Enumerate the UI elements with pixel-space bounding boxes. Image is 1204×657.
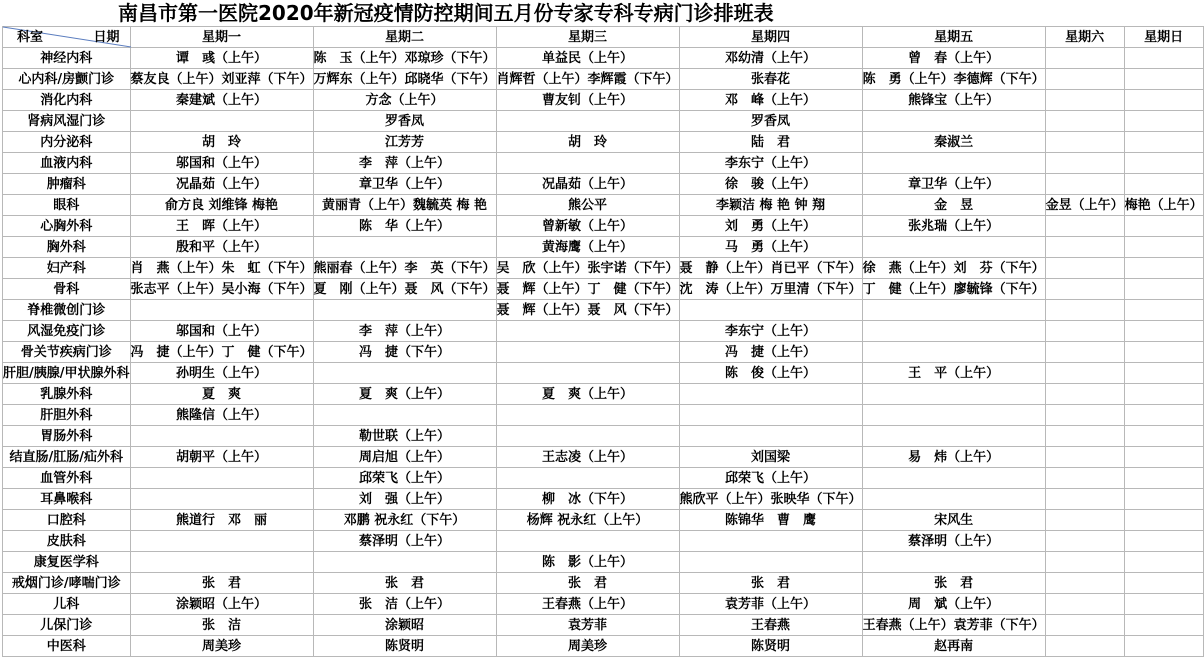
table-row bbox=[3, 321, 1204, 342]
schedule-cell bbox=[130, 531, 313, 552]
schedule-cell: 张 洁 bbox=[130, 615, 313, 636]
schedule-cell bbox=[1124, 132, 1203, 153]
corner-dept-label: 科室 bbox=[17, 30, 44, 45]
schedule-cell: 陈 影（上午） bbox=[496, 552, 679, 573]
schedule-cell: 况晶茹（上午） bbox=[496, 174, 679, 195]
dept-cell: 骨关节疾病门诊 bbox=[3, 342, 131, 363]
dept-cell: 胃肠外科 bbox=[3, 426, 131, 447]
schedule-cell bbox=[496, 342, 679, 363]
schedule-cell bbox=[679, 552, 862, 573]
dept-cell: 乳腺外科 bbox=[3, 384, 131, 405]
schedule-cell bbox=[1045, 468, 1124, 489]
schedule-cell bbox=[679, 300, 862, 321]
schedule-cell: 蔡泽明（上午） bbox=[862, 531, 1045, 552]
schedule-cell bbox=[496, 111, 679, 132]
schedule-cell: 马 勇（上午） bbox=[679, 237, 862, 258]
schedule-cell: 陈贤明 bbox=[313, 636, 496, 657]
schedule-cell bbox=[130, 468, 313, 489]
schedule-cell bbox=[1045, 69, 1124, 90]
schedule-cell bbox=[1124, 321, 1203, 342]
schedule-cell: 张 君 bbox=[313, 573, 496, 594]
schedule-cell: 殷和平（上午） bbox=[130, 237, 313, 258]
schedule-cell: 胡朝平（上午） bbox=[130, 447, 313, 468]
schedule-cell: 周 斌（上午） bbox=[862, 594, 1045, 615]
schedule-cell bbox=[1045, 384, 1124, 405]
dept-cell: 脊椎微创门诊 bbox=[3, 300, 131, 321]
schedule-cell bbox=[130, 300, 313, 321]
schedule-cell bbox=[1124, 384, 1203, 405]
schedule-cell bbox=[862, 405, 1045, 426]
table-row bbox=[3, 594, 1204, 615]
schedule-cell: 聂 辉（上午）丁 健（下午） bbox=[496, 279, 679, 300]
schedule-cell bbox=[1124, 237, 1203, 258]
schedule-cell: 沈 涛（上午）万里清（下午） bbox=[679, 279, 862, 300]
schedule-cell bbox=[1045, 216, 1124, 237]
table-row bbox=[3, 279, 1204, 300]
schedule-cell bbox=[1045, 153, 1124, 174]
schedule-cell bbox=[1124, 111, 1203, 132]
schedule-cell bbox=[1045, 552, 1124, 573]
dept-cell: 肝胆/胰腺/甲状腺外科 bbox=[3, 363, 131, 384]
dept-cell: 血液内科 bbox=[3, 153, 131, 174]
schedule-cell bbox=[862, 384, 1045, 405]
schedule-cell: 易 炜（上午） bbox=[862, 447, 1045, 468]
schedule-cell: 方念（上午） bbox=[313, 90, 496, 111]
dept-cell: 妇产科 bbox=[3, 258, 131, 279]
schedule-cell bbox=[1045, 300, 1124, 321]
table-row bbox=[3, 405, 1204, 426]
schedule-cell: 李东宁（上午） bbox=[679, 321, 862, 342]
schedule-cell bbox=[1124, 489, 1203, 510]
schedule-cell bbox=[1045, 531, 1124, 552]
schedule-cell bbox=[496, 153, 679, 174]
schedule-cell: 蔡泽明（上午） bbox=[313, 531, 496, 552]
schedule-cell bbox=[862, 111, 1045, 132]
schedule-cell: 邓 峰（上午） bbox=[679, 90, 862, 111]
schedule-cell: 陆 君 bbox=[679, 132, 862, 153]
schedule-cell bbox=[679, 531, 862, 552]
schedule-cell: 熊隆信（上午） bbox=[130, 405, 313, 426]
schedule-cell: 陈 勇（上午）李德辉（下午） bbox=[862, 69, 1045, 90]
schedule-cell: 熊道行 邓 丽 bbox=[130, 510, 313, 531]
schedule-cell: 涂颖昭 bbox=[313, 615, 496, 636]
schedule-cell bbox=[1124, 48, 1203, 69]
schedule-cell bbox=[1045, 111, 1124, 132]
schedule-cell: 肖 燕（上午）朱 虹（下午） bbox=[130, 258, 313, 279]
schedule-cell bbox=[1124, 573, 1203, 594]
schedule-cell bbox=[1045, 510, 1124, 531]
schedule-cell bbox=[130, 489, 313, 510]
schedule-cell: 聂 辉（上午）聂 风（下午） bbox=[496, 300, 679, 321]
schedule-cell: 周美珍 bbox=[130, 636, 313, 657]
schedule-cell bbox=[1045, 615, 1124, 636]
schedule-cell bbox=[130, 111, 313, 132]
schedule-cell: 邬国和（上午） bbox=[130, 153, 313, 174]
schedule-cell: 李颖洁 梅 艳 钟 翔 bbox=[679, 195, 862, 216]
schedule-cell: 周启旭（上午） bbox=[313, 447, 496, 468]
schedule-cell: 章卫华（上午） bbox=[862, 174, 1045, 195]
schedule-cell bbox=[496, 363, 679, 384]
schedule-cell: 况晶茹（上午） bbox=[130, 174, 313, 195]
schedule-cell bbox=[1124, 447, 1203, 468]
table-row bbox=[3, 174, 1204, 195]
schedule-cell bbox=[862, 153, 1045, 174]
corner-date-label: 日期 bbox=[93, 30, 120, 45]
schedule-cell bbox=[1124, 90, 1203, 111]
schedule-cell bbox=[1045, 48, 1124, 69]
dept-cell: 结直肠/肛肠/疝外科 bbox=[3, 447, 131, 468]
schedule-cell: 肖辉哲（上午）李辉霞（下午） bbox=[496, 69, 679, 90]
schedule-cell: 黄海鹰（上午） bbox=[496, 237, 679, 258]
schedule-cell: 夏 刚（上午）聂 风（下午） bbox=[313, 279, 496, 300]
table-row bbox=[3, 531, 1204, 552]
day-header: 星期四 bbox=[679, 27, 862, 48]
schedule-cell: 秦淑兰 bbox=[862, 132, 1045, 153]
schedule-cell: 赵再南 bbox=[862, 636, 1045, 657]
schedule-cell bbox=[1045, 405, 1124, 426]
day-header: 星期二 bbox=[313, 27, 496, 48]
schedule-cell: 王春燕 bbox=[679, 615, 862, 636]
dept-cell: 口腔科 bbox=[3, 510, 131, 531]
schedule-cell bbox=[313, 237, 496, 258]
schedule-cell bbox=[862, 468, 1045, 489]
dept-cell: 心内科/房颤门诊 bbox=[3, 69, 131, 90]
schedule-cell bbox=[1124, 300, 1203, 321]
schedule-cell: 张春花 bbox=[679, 69, 862, 90]
schedule-cell bbox=[1045, 447, 1124, 468]
schedule-cell: 勒世联（上午） bbox=[313, 426, 496, 447]
schedule-cell bbox=[862, 237, 1045, 258]
schedule-cell: 夏 爽（上午） bbox=[496, 384, 679, 405]
schedule-cell: 熊欣平（上午）张映华（下午） bbox=[679, 489, 862, 510]
schedule-cell: 邓幼清（上午） bbox=[679, 48, 862, 69]
schedule-cell bbox=[862, 489, 1045, 510]
schedule-cell bbox=[862, 321, 1045, 342]
schedule-cell: 丁 健（上午）廖毓锋（下午） bbox=[862, 279, 1045, 300]
day-header: 星期五 bbox=[862, 27, 1045, 48]
table-row bbox=[3, 216, 1204, 237]
day-header: 星期一 bbox=[130, 27, 313, 48]
schedule-cell: 徐 骏（上午） bbox=[679, 174, 862, 195]
schedule-cell: 熊丽春（上午）李 英（下午） bbox=[313, 258, 496, 279]
header-row bbox=[3, 27, 1204, 48]
dept-cell: 胸外科 bbox=[3, 237, 131, 258]
day-header: 星期三 bbox=[496, 27, 679, 48]
schedule-cell: 李东宁（上午） bbox=[679, 153, 862, 174]
table-row bbox=[3, 258, 1204, 279]
schedule-cell bbox=[1124, 552, 1203, 573]
schedule-cell: 曹友钊（上午） bbox=[496, 90, 679, 111]
schedule-cell: 熊公平 bbox=[496, 195, 679, 216]
schedule-cell: 邱荣飞（上午） bbox=[679, 468, 862, 489]
schedule-cell bbox=[1124, 594, 1203, 615]
table-row bbox=[3, 552, 1204, 573]
schedule-cell bbox=[1045, 321, 1124, 342]
schedule-cell: 刘 强（上午） bbox=[313, 489, 496, 510]
table-row bbox=[3, 636, 1204, 657]
schedule-cell: 张 君 bbox=[862, 573, 1045, 594]
schedule-cell: 罗香凤 bbox=[313, 111, 496, 132]
schedule-cell: 张 君 bbox=[496, 573, 679, 594]
schedule-cell bbox=[496, 321, 679, 342]
dept-cell: 耳鼻喉科 bbox=[3, 489, 131, 510]
schedule-table bbox=[2, 26, 1204, 657]
schedule-cell: 陈 玉（上午）邓琼珍（下午） bbox=[313, 48, 496, 69]
schedule-cell bbox=[496, 468, 679, 489]
schedule-cell: 徐 燕（上午）刘 芬（下午） bbox=[862, 258, 1045, 279]
schedule-cell bbox=[1045, 90, 1124, 111]
schedule-cell: 黄丽青（上午）魏毓英 梅 艳 bbox=[313, 195, 496, 216]
table-row bbox=[3, 510, 1204, 531]
dept-cell: 中医科 bbox=[3, 636, 131, 657]
schedule-cell: 冯 捷（下午） bbox=[313, 342, 496, 363]
schedule-cell: 杨辉 祝永红（上午） bbox=[496, 510, 679, 531]
table-row bbox=[3, 132, 1204, 153]
table-row bbox=[3, 573, 1204, 594]
schedule-cell: 江芳芳 bbox=[313, 132, 496, 153]
schedule-cell bbox=[862, 342, 1045, 363]
table-row bbox=[3, 90, 1204, 111]
dept-cell: 眼科 bbox=[3, 195, 131, 216]
schedule-cell: 聂 静（上午）肖已平（下午） bbox=[679, 258, 862, 279]
schedule-cell: 刘 勇（上午） bbox=[679, 216, 862, 237]
schedule-cell bbox=[1124, 405, 1203, 426]
dept-cell: 骨科 bbox=[3, 279, 131, 300]
schedule-cell: 张 君 bbox=[679, 573, 862, 594]
schedule-cell bbox=[1045, 594, 1124, 615]
dept-cell: 内分泌科 bbox=[3, 132, 131, 153]
schedule-cell: 胡 玲 bbox=[130, 132, 313, 153]
schedule-cell: 梅艳（上午） bbox=[1124, 195, 1203, 216]
table-row bbox=[3, 489, 1204, 510]
schedule-cell bbox=[862, 426, 1045, 447]
table-row bbox=[3, 300, 1204, 321]
schedule-cell: 张 君 bbox=[130, 573, 313, 594]
schedule-cell: 刘国梁 bbox=[679, 447, 862, 468]
schedule-cell: 俞方良 刘维锋 梅艳 bbox=[130, 195, 313, 216]
dept-cell: 康复医学科 bbox=[3, 552, 131, 573]
schedule-cell: 邓鹏 祝永红（下午） bbox=[313, 510, 496, 531]
schedule-cell bbox=[1045, 426, 1124, 447]
schedule-cell bbox=[679, 405, 862, 426]
schedule-cell: 宋风生 bbox=[862, 510, 1045, 531]
dept-cell: 儿保门诊 bbox=[3, 615, 131, 636]
schedule-cell bbox=[1124, 258, 1203, 279]
schedule-cell bbox=[130, 426, 313, 447]
schedule-cell: 冯 捷（上午）丁 健（下午） bbox=[130, 342, 313, 363]
schedule-cell: 熊锋宝（上午） bbox=[862, 90, 1045, 111]
dept-cell: 消化内科 bbox=[3, 90, 131, 111]
table-row bbox=[3, 468, 1204, 489]
schedule-cell bbox=[1124, 69, 1203, 90]
schedule-cell bbox=[1045, 174, 1124, 195]
schedule-cell bbox=[1124, 216, 1203, 237]
schedule-cell bbox=[496, 426, 679, 447]
schedule-cell bbox=[1045, 489, 1124, 510]
schedule-cell: 李 萍（上午） bbox=[313, 321, 496, 342]
schedule-cell bbox=[1045, 363, 1124, 384]
schedule-cell bbox=[313, 300, 496, 321]
schedule-cell bbox=[130, 552, 313, 573]
schedule-cell: 柳 冰（下午） bbox=[496, 489, 679, 510]
schedule-cell: 王 平（上午） bbox=[862, 363, 1045, 384]
schedule-cell: 蔡友良（上午）刘亚萍（下午） bbox=[130, 69, 313, 90]
schedule-cell bbox=[496, 405, 679, 426]
schedule-cell bbox=[1045, 132, 1124, 153]
schedule-cell bbox=[862, 300, 1045, 321]
dept-cell: 血管外科 bbox=[3, 468, 131, 489]
schedule-cell bbox=[1124, 174, 1203, 195]
schedule-cell: 袁芳菲（上午） bbox=[679, 594, 862, 615]
schedule-cell bbox=[1045, 279, 1124, 300]
schedule-cell bbox=[1124, 468, 1203, 489]
schedule-cell: 王春燕（上午） bbox=[496, 594, 679, 615]
table-row bbox=[3, 384, 1204, 405]
schedule-cell bbox=[1124, 153, 1203, 174]
schedule-cell: 王志凌（上午） bbox=[496, 447, 679, 468]
schedule-cell: 陈贤明 bbox=[679, 636, 862, 657]
schedule-cell bbox=[1124, 636, 1203, 657]
schedule-cell: 曾 春（上午） bbox=[862, 48, 1045, 69]
schedule-cell: 邬国和（上午） bbox=[130, 321, 313, 342]
dept-cell: 儿科 bbox=[3, 594, 131, 615]
schedule-cell: 周美珍 bbox=[496, 636, 679, 657]
dept-cell: 神经内科 bbox=[3, 48, 131, 69]
schedule-cell: 万辉东（上午）邱晓华（下午） bbox=[313, 69, 496, 90]
table-row bbox=[3, 195, 1204, 216]
table-row bbox=[3, 615, 1204, 636]
day-header: 星期六 bbox=[1045, 27, 1124, 48]
schedule-cell: 吴 欣（上午）张宇诺（下午） bbox=[496, 258, 679, 279]
page-title: 南昌市第一医院2020年新冠疫情防控期间五月份专家专科专病门诊排班表 bbox=[118, 1, 774, 25]
schedule-cell bbox=[496, 531, 679, 552]
schedule-cell bbox=[1045, 258, 1124, 279]
dept-cell: 皮肤科 bbox=[3, 531, 131, 552]
table-row bbox=[3, 426, 1204, 447]
schedule-cell bbox=[1124, 615, 1203, 636]
schedule-cell: 陈锦华 曹 鹰 bbox=[679, 510, 862, 531]
schedule-cell: 王春燕（上午）袁芳菲（下午） bbox=[862, 615, 1045, 636]
corner-cell bbox=[3, 27, 131, 48]
schedule-cell: 袁芳菲 bbox=[496, 615, 679, 636]
dept-cell: 心胸外科 bbox=[3, 216, 131, 237]
table-row bbox=[3, 48, 1204, 69]
schedule-cell: 金 昱 bbox=[862, 195, 1045, 216]
table-row bbox=[3, 237, 1204, 258]
schedule-cell: 陈 俊（上午） bbox=[679, 363, 862, 384]
dept-cell: 风湿免疫门诊 bbox=[3, 321, 131, 342]
table-row bbox=[3, 363, 1204, 384]
schedule-cell bbox=[862, 552, 1045, 573]
schedule-cell: 秦建斌（上午） bbox=[130, 90, 313, 111]
schedule-cell bbox=[1045, 573, 1124, 594]
schedule-cell: 张兆瑞（上午） bbox=[862, 216, 1045, 237]
schedule-cell bbox=[1045, 237, 1124, 258]
schedule-cell: 张志平（上午）吴小海（下午） bbox=[130, 279, 313, 300]
table-row bbox=[3, 111, 1204, 132]
schedule-cell bbox=[679, 384, 862, 405]
schedule-cell: 单益民（上午） bbox=[496, 48, 679, 69]
table-row bbox=[3, 153, 1204, 174]
schedule-cell: 谭 彧（上午） bbox=[130, 48, 313, 69]
schedule-cell: 夏 爽 bbox=[130, 384, 313, 405]
schedule-cell bbox=[1124, 279, 1203, 300]
schedule-cell bbox=[1124, 426, 1203, 447]
schedule-cell bbox=[313, 405, 496, 426]
schedule-cell bbox=[679, 426, 862, 447]
schedule-cell: 王 晖（上午） bbox=[130, 216, 313, 237]
schedule-cell: 罗香凤 bbox=[679, 111, 862, 132]
schedule-cell bbox=[313, 552, 496, 573]
schedule-cell bbox=[1124, 531, 1203, 552]
schedule-cell: 涂颖昭（上午） bbox=[130, 594, 313, 615]
schedule-cell: 冯 捷（上午） bbox=[679, 342, 862, 363]
schedule-cell: 张 洁（上午） bbox=[313, 594, 496, 615]
table-row bbox=[3, 69, 1204, 90]
schedule-cell: 胡 玲 bbox=[496, 132, 679, 153]
dept-cell: 肾病风湿门诊 bbox=[3, 111, 131, 132]
table-row bbox=[3, 342, 1204, 363]
schedule-cell bbox=[1124, 342, 1203, 363]
schedule-cell bbox=[1124, 510, 1203, 531]
dept-cell: 肿瘤科 bbox=[3, 174, 131, 195]
schedule-cell: 李 萍（上午） bbox=[313, 153, 496, 174]
dept-cell: 肝胆外科 bbox=[3, 405, 131, 426]
schedule-cell bbox=[1045, 636, 1124, 657]
day-header: 星期日 bbox=[1124, 27, 1203, 48]
table-row bbox=[3, 447, 1204, 468]
schedule-cell: 邱荣飞（上午） bbox=[313, 468, 496, 489]
schedule-cell bbox=[313, 363, 496, 384]
schedule-cell bbox=[1045, 342, 1124, 363]
schedule-cell: 夏 爽（上午） bbox=[313, 384, 496, 405]
schedule-cell: 金昱（上午） bbox=[1045, 195, 1124, 216]
schedule-cell: 曾新敏（上午） bbox=[496, 216, 679, 237]
schedule-cell: 章卫华（上午） bbox=[313, 174, 496, 195]
schedule-cell bbox=[1124, 363, 1203, 384]
dept-cell: 戒烟门诊/哮喘门诊 bbox=[3, 573, 131, 594]
schedule-cell: 陈 华（上午） bbox=[313, 216, 496, 237]
schedule-cell: 孙明生（上午） bbox=[130, 363, 313, 384]
